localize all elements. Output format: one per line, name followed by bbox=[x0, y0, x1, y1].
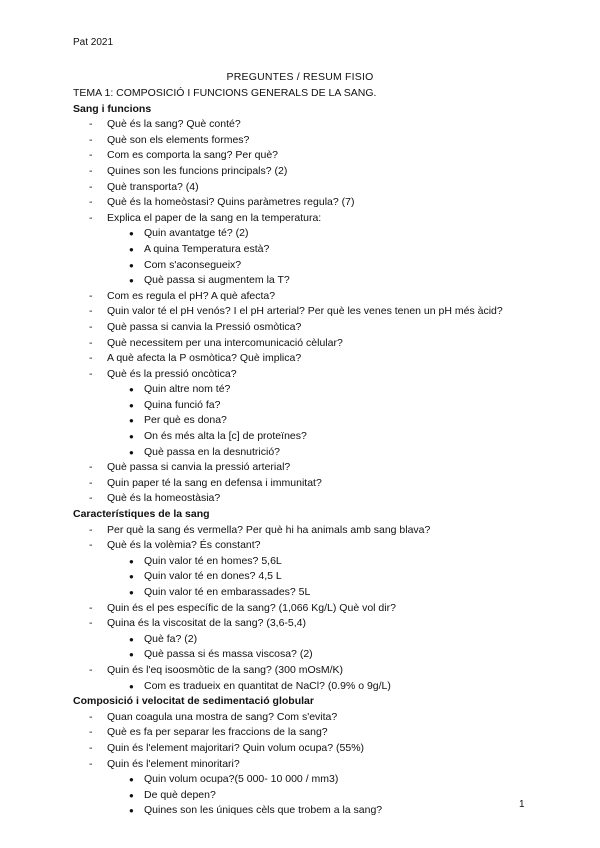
sub-question-item bbox=[73, 772, 573, 788]
question-item bbox=[73, 616, 573, 632]
question-item bbox=[73, 304, 573, 320]
question-item bbox=[73, 538, 573, 554]
bullet-marker: ● bbox=[129, 260, 134, 270]
question-item bbox=[73, 725, 573, 741]
dash-marker: - bbox=[89, 663, 93, 676]
dash-marker: - bbox=[89, 539, 93, 552]
question-text: Quin avantatge té? (2) bbox=[144, 227, 249, 240]
dash-marker: - bbox=[89, 757, 93, 770]
question-item bbox=[73, 148, 573, 164]
question-item bbox=[73, 195, 573, 211]
question-text: Com es regula el pH? A què afecta? bbox=[107, 289, 276, 302]
dash-marker: - bbox=[89, 492, 93, 505]
dash-marker: - bbox=[89, 305, 93, 318]
question-item bbox=[73, 351, 573, 367]
question-item bbox=[73, 133, 573, 149]
sub-question-item bbox=[73, 382, 573, 398]
sub-question-item bbox=[73, 429, 573, 445]
question-text: Quin valor té en dones? 4,5 L bbox=[144, 570, 282, 583]
question-text: Quan coagula una mostra de sang? Com s'evita? bbox=[107, 710, 338, 723]
question-item bbox=[73, 663, 573, 679]
question-text: Quin valor té en embarassades? 5L bbox=[144, 586, 311, 598]
question-text: Què fa? (2) bbox=[144, 632, 198, 645]
question-text: Què necessitem per una intercomunicació cèlular? bbox=[107, 336, 343, 349]
question-text: Quin és el pes específic de la sang? (1,066 Kg/L) Què vol dir? bbox=[107, 601, 396, 614]
dash-marker: - bbox=[89, 211, 93, 224]
section-heading: Sang i funcions bbox=[73, 102, 152, 115]
question-text: Quines son les funcions principals? (2) bbox=[107, 164, 288, 177]
sub-question-item bbox=[73, 632, 573, 648]
bullet-marker: ● bbox=[129, 650, 134, 660]
question-item bbox=[73, 491, 573, 507]
dash-marker: - bbox=[89, 289, 93, 302]
bullet-marker: ● bbox=[129, 400, 134, 410]
sub-question-item bbox=[73, 242, 573, 258]
question-item bbox=[73, 601, 573, 617]
question-text: Com es tradueix en quantitat de NaCl? (0.9% o 9g/L) bbox=[144, 679, 391, 692]
question-text: Què passa si augmentem la T? bbox=[144, 274, 290, 287]
question-item bbox=[73, 164, 573, 180]
dash-marker: - bbox=[89, 164, 93, 177]
question-text: Explica el paper de la sang en la temperatura: bbox=[107, 211, 322, 224]
bullet-marker: ● bbox=[129, 775, 134, 785]
question-text: Què passa si és massa viscosa? (2) bbox=[144, 648, 313, 661]
question-item bbox=[73, 117, 573, 133]
question-text: Què passa en la desnutrició? bbox=[144, 445, 281, 458]
dash-marker: - bbox=[89, 617, 93, 630]
question-text: Per què la sang és vermella? Per què hi ha animals amb sang blava? bbox=[107, 523, 431, 536]
dash-marker: - bbox=[89, 149, 93, 162]
sub-question-item bbox=[73, 258, 573, 274]
sub-question-item bbox=[73, 413, 573, 429]
question-text: Quina funció fa? bbox=[144, 398, 221, 411]
question-item bbox=[73, 289, 573, 305]
question-item bbox=[73, 710, 573, 726]
question-item bbox=[73, 367, 573, 383]
question-item bbox=[73, 211, 573, 227]
question-text: Què passa si canvia la pressió arterial? bbox=[107, 461, 291, 474]
sub-question-item bbox=[73, 788, 573, 804]
question-text: On és més alta la [c] de proteïnes? bbox=[144, 430, 307, 443]
bullet-marker: ● bbox=[129, 588, 134, 597]
header-note: Pat 2021 bbox=[73, 37, 114, 48]
question-item bbox=[73, 320, 573, 336]
sub-question-item bbox=[73, 585, 573, 601]
sub-question-item bbox=[73, 273, 573, 289]
dash-marker: - bbox=[89, 476, 93, 489]
dash-marker: - bbox=[89, 196, 93, 209]
sub-question-item bbox=[73, 445, 573, 461]
section-heading: Característiques de la sang bbox=[73, 508, 210, 521]
question-text: Quin és l'element majoritari? Quin volum ocupa? (55%) bbox=[107, 741, 365, 754]
question-text: Quin valor té en homes? 5,6L bbox=[144, 554, 282, 567]
dash-marker: - bbox=[89, 352, 93, 365]
question-item bbox=[73, 476, 573, 492]
question-text: Què transporta? (4) bbox=[107, 180, 199, 193]
document-title: PREGUNTES / RESUM FISIO bbox=[226, 71, 374, 83]
question-text: Quines son les úniques cèls que trobem a la sang? bbox=[144, 804, 383, 817]
bullet-marker: ● bbox=[129, 572, 134, 582]
question-text: Com s'aconsegueix? bbox=[144, 258, 242, 271]
dash-marker: - bbox=[89, 461, 93, 474]
dash-marker: - bbox=[89, 180, 93, 193]
sub-question-item bbox=[73, 226, 573, 242]
sub-question-item bbox=[73, 647, 573, 663]
question-text: A quina Temperatura està? bbox=[144, 242, 270, 255]
topic-heading: TEMA 1: COMPOSICIÓ I FUNCIONS GENERALS DE LA SANG. bbox=[73, 87, 377, 99]
sub-question-item bbox=[73, 679, 573, 695]
dash-marker: - bbox=[89, 601, 93, 614]
question-item bbox=[73, 336, 573, 352]
question-item bbox=[73, 757, 573, 773]
sub-question-item bbox=[73, 569, 573, 585]
question-text: A què afecta la P osmòtica? Què implica? bbox=[107, 352, 302, 365]
dash-marker: - bbox=[89, 726, 93, 739]
dash-marker: - bbox=[89, 118, 93, 131]
bullet-marker: ● bbox=[129, 244, 134, 254]
question-text: Quin paper té la sang en defensa i immunitat? bbox=[107, 476, 322, 489]
question-text: Què son els elements formes? bbox=[107, 133, 250, 146]
bullet-marker: ● bbox=[129, 634, 134, 644]
question-text: Quin altre nom té? bbox=[144, 383, 231, 396]
sub-question-item bbox=[73, 398, 573, 414]
question-text: Com es comporta la sang? Per què? bbox=[107, 149, 279, 162]
dash-marker: - bbox=[89, 336, 93, 349]
question-item bbox=[73, 741, 573, 757]
question-text: De què depen? bbox=[144, 788, 216, 801]
dash-marker: - bbox=[89, 367, 93, 380]
section-heading: Composició i velocitat de sedimentació globular bbox=[73, 695, 314, 708]
question-item bbox=[73, 460, 573, 476]
question-text: Per què es dona? bbox=[144, 414, 227, 427]
bullet-marker: ● bbox=[129, 447, 134, 457]
question-text: Què és la pressió oncòtica? bbox=[107, 367, 237, 380]
question-text: Què es fa per separar les fraccions de la sang? bbox=[107, 726, 328, 739]
question-text: Què és la homeòstasi? Quins paràmetres regula? (7) bbox=[107, 196, 355, 209]
dash-marker: - bbox=[89, 741, 93, 754]
bullet-marker: ● bbox=[129, 229, 134, 239]
page-number: 1 bbox=[519, 799, 525, 810]
document-body bbox=[73, 86, 573, 819]
question-text: Quin valor té el pH venós? I el pH arterial? Per què les venes tenen un pH més àcid? bbox=[107, 305, 503, 318]
sub-question-item bbox=[73, 554, 573, 570]
question-text: Quina és la viscositat de la sang? (3,6-5,4) bbox=[107, 617, 307, 630]
bullet-marker: ● bbox=[129, 416, 134, 426]
bullet-marker: ● bbox=[129, 276, 134, 286]
question-text: Què és la homeostàsia? bbox=[107, 492, 221, 505]
sub-question-item bbox=[73, 803, 573, 819]
question-text: Què és la sang? Què conté? bbox=[107, 118, 241, 131]
question-item bbox=[73, 523, 573, 539]
bullet-marker: ● bbox=[129, 806, 134, 816]
bullet-marker: ● bbox=[129, 385, 134, 395]
question-text: Què és la volèmia? És constant? bbox=[107, 539, 261, 552]
dash-marker: - bbox=[89, 320, 93, 333]
dash-marker: - bbox=[89, 133, 93, 146]
question-text: Quin és l'eq isoosmòtic de la sang? (300 mOsM/K) bbox=[107, 663, 344, 676]
dash-marker: - bbox=[89, 710, 93, 723]
bullet-marker: ● bbox=[129, 790, 134, 800]
bullet-marker: ● bbox=[129, 432, 134, 442]
question-text: Què passa si canvia la Pressió osmòtica? bbox=[107, 320, 302, 333]
bullet-marker: ● bbox=[129, 681, 134, 691]
dash-marker: - bbox=[89, 523, 93, 536]
question-item bbox=[73, 180, 573, 196]
bullet-marker: ● bbox=[129, 556, 134, 566]
question-text: Quin és l'element minoritari? bbox=[107, 757, 240, 770]
question-text: Quin volum ocupa?(5 000- 10 000 / mm3) bbox=[144, 773, 339, 786]
